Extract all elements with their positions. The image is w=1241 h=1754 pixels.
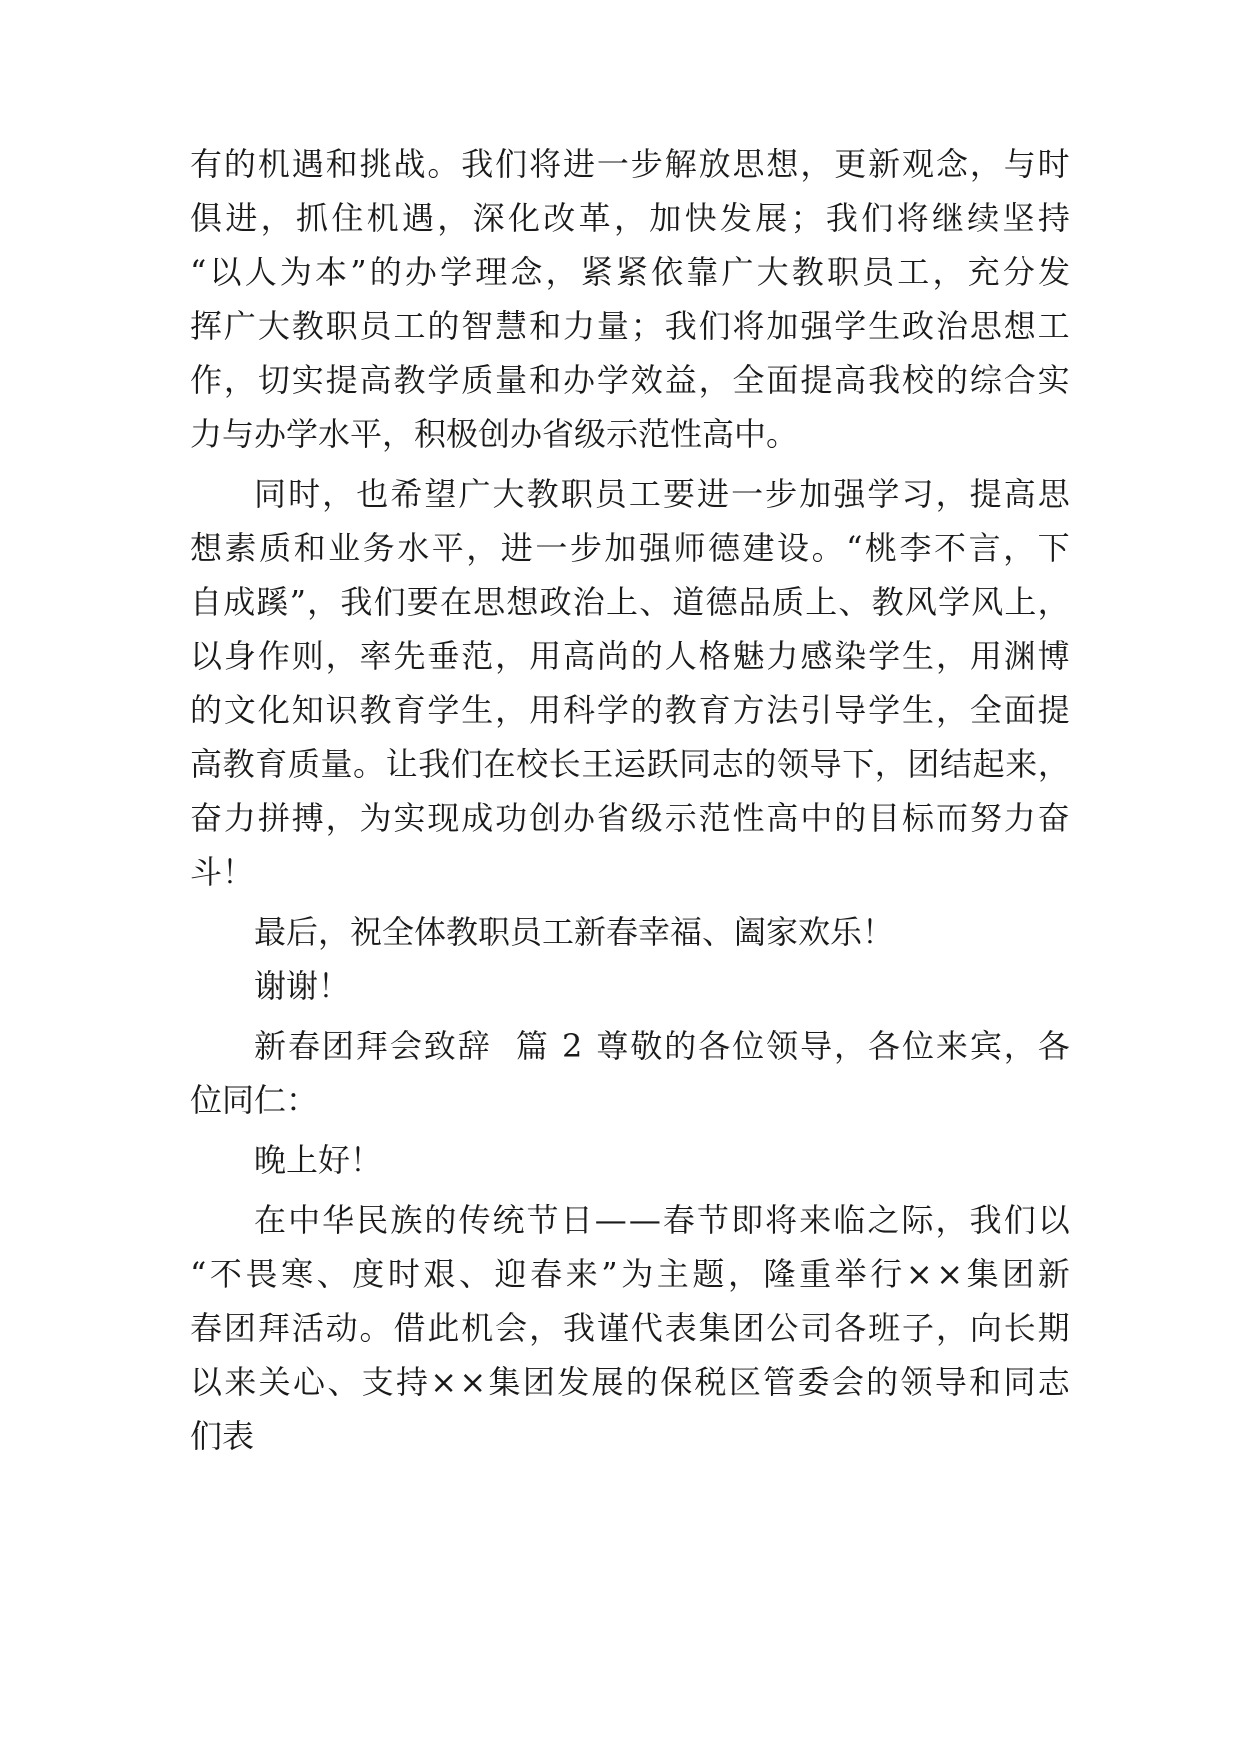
text-line: “ 不 畏 寒 、 度 时 艰 、 迎 春 来 ” 为 主 题 ， 隆 重 举 行 × × 集 团 新	[190, 1255, 1070, 1293]
text-line: 新 春 团 拜 会 致 辞 篇 2 尊 敬 的 各 位 领 导 ， 各 位 来 宾 ， 各	[254, 1027, 1070, 1065]
text-line: 力与办学水平，积极创办省级示范性高中。	[190, 415, 799, 453]
text-line: 在 中 华 民 族 的 传 统 节 日 — — 春 节 即 将 来 临 之 际 ， 我 们 以	[254, 1201, 1070, 1239]
text-line: 们表	[190, 1417, 255, 1455]
text-line: 位同仁：	[190, 1081, 319, 1119]
text-line: 同 时 ， 也 希 望 广 大 教 职 员 工 要 进 一 步 加 强 学 习 ， 提 高 思	[254, 475, 1070, 513]
text-line: 春 团 拜 活 动 。 借 此 机 会 ， 我 谨 代 表 集 团 公 司 各 班 子 ， 向 长 期	[190, 1309, 1070, 1347]
text-line: 奋 力 拼 搏 ， 为 实 现 成 功 创 办 省 级 示 范 性 高 中 的 目 标 而 努 力 奋	[190, 799, 1070, 837]
text-line: 以 来 关 心 、 支 持 × × 集 团 发 展 的 保 税 区 管 委 会 的 领 导 和 同 志	[190, 1363, 1070, 1401]
text-line: “ 以 人 为 本 ” 的 办 学 理 念 ， 紧 紧 依 靠 广 大 教 职 员 工 ， 充 分 发	[190, 253, 1070, 291]
text-line: 有 的 机 遇 和 挑 战 。 我 们 将 进 一 步 解 放 思 想 ， 更 新 观 念 ， 与 时	[190, 145, 1070, 183]
text-line: 作 ， 切 实 提 高 教 学 质 量 和 办 学 效 益 ， 全 面 提 高 我 校 的 综 合 实	[190, 361, 1070, 399]
text-line: 谢谢！	[254, 967, 351, 1005]
text-line: 想 素 质 和 业 务 水 平 ， 进 一 步 加 强 师 德 建 设 。 “ 桃 李 不 言 ， 下	[190, 529, 1070, 567]
text-line: 以 身 作 则 ， 率 先 垂 范 ， 用 高 尚 的 人 格 魅 力 感 染 学 生 ， 用 渊 博	[190, 637, 1070, 675]
text-line: 挥 广 大 教 职 员 工 的 智 慧 和 力 量 ； 我 们 将 加 强 学 生 政 治 思 想 工	[190, 307, 1070, 345]
text-line: 的 文 化 知 识 教 育 学 生 ， 用 科 学 的 教 育 方 法 引 导 学 生 ， 全 面 提	[190, 691, 1070, 729]
text-line: 斗！	[190, 853, 255, 891]
text-line: 自 成 蹊 ” ， 我 们 要 在 思 想 政 治 上 、 道 德 品 质 上 、 教 风 学 风 上 ，	[190, 583, 1070, 621]
text-line: 晚上好！	[254, 1141, 383, 1179]
text-line: 俱 进 ， 抓 住 机 遇 ， 深 化 改 革 ， 加 快 发 展 ； 我 们 将 继 续 坚 持	[190, 199, 1070, 237]
text-line: 高 教 育 质 量 。 让 我 们 在 校 长 王 运 跃 同 志 的 领 导 下 ， 团 结 起 来 ，	[190, 745, 1070, 783]
text-line: 最后，祝全体教职员工新春幸福、阖家欢乐！	[254, 913, 895, 951]
